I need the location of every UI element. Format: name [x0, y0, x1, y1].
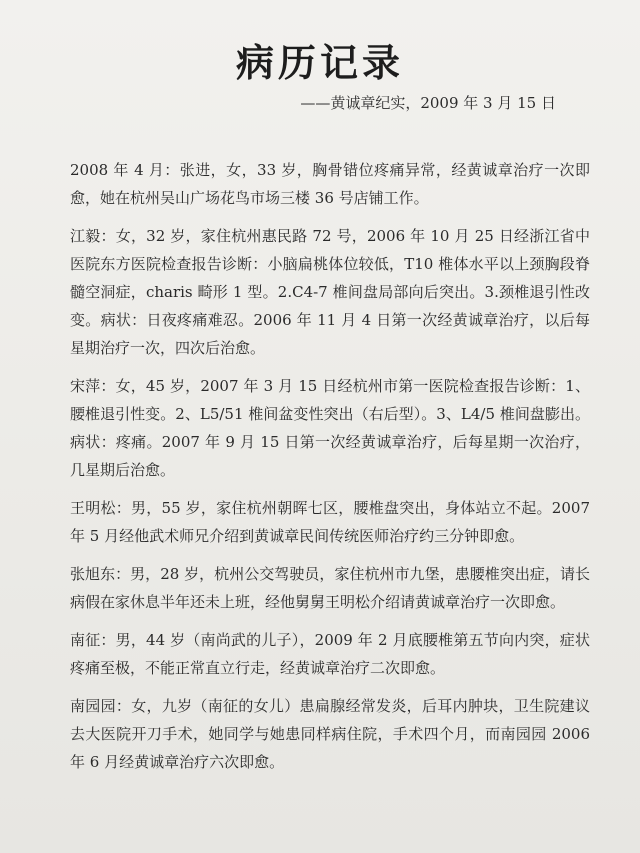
- record-list: [70, 156, 590, 776]
- record-paragraph-song-ping: 宋萍：女，45 岁，2007 年 3 月 15 日经杭州市第一医院检查报告诊断：1、腰椎退引性变。2、L5/51 椎间盆变性突出（右后型）。3、L4/5 椎间盘膨出。病状：疼痛。2007 年 9 月 15 日第一次经黄诚章治疗，后每星期一次治疗，几星期后治愈。: [70, 377, 590, 479]
- record-paragraph-zhang-jin: 2008 年 4 月：张进，女，33 岁，胸骨错位疼痛异常，经黄诚章治疗一次即愈，她在杭州吴山广场花鸟市场三楼 36 号店铺工作。: [70, 161, 590, 207]
- page-subtitle: ——黄诚章纪实，2009 年 3 月 15 日: [300, 94, 556, 112]
- record-paragraph-wang-mingsong: 王明松：男，55 岁，家住杭州朝晖七区，腰椎盘突出，身体站立不起。2007 年 5 月经他武术师兄介绍到黄诚章民间传统医师治疗约三分钟即愈。: [70, 499, 590, 545]
- record-paragraph-jiang-yi: 江毅：女，32 岁，家住杭州惠民路 72 号，2006 年 10 月 25 日经浙江省中医院东方医院检查报告诊断：小脑扁桃体位较低，T10 椎体水平以上颈胸段脊髓空洞症，charis 畸形 1 型。2.C4-7 椎间盘局部向后突出。3.颈椎退引性改变。病状：日夜疼痛难忍。2006 年 11 月 4 日第一次经黄诚章治疗，以后每星期治疗一次，四次后治愈。: [70, 227, 590, 357]
- record-paragraph-zhang-xudong: 张旭东：男，28 岁，杭州公交驾驶员，家住杭州市九堡，患腰椎突出症，请长病假在家休息半年还未上班，经他舅舅王明松介绍请黄诚章治疗一次即愈。: [70, 565, 590, 611]
- record-paragraph-nan-zheng: 南征：男，44 岁（南尚武的儿子），2009 年 2 月底腰椎第五节向内突，症状疼痛至极，不能正常直立行走，经黄诚章治疗二次即愈。: [70, 631, 590, 677]
- page-title: 病历记录: [235, 41, 404, 85]
- record-paragraph-nan-yuanyuan: 南园园：女，九岁（南征的女儿）患扁腺经常发炎，后耳内肿块，卫生院建议去大医院开刀手术，她同学与她患同样病住院，手术四个月，而南园园 2006 年 6 月经黄诚章治疗六次即愈。: [70, 697, 590, 771]
